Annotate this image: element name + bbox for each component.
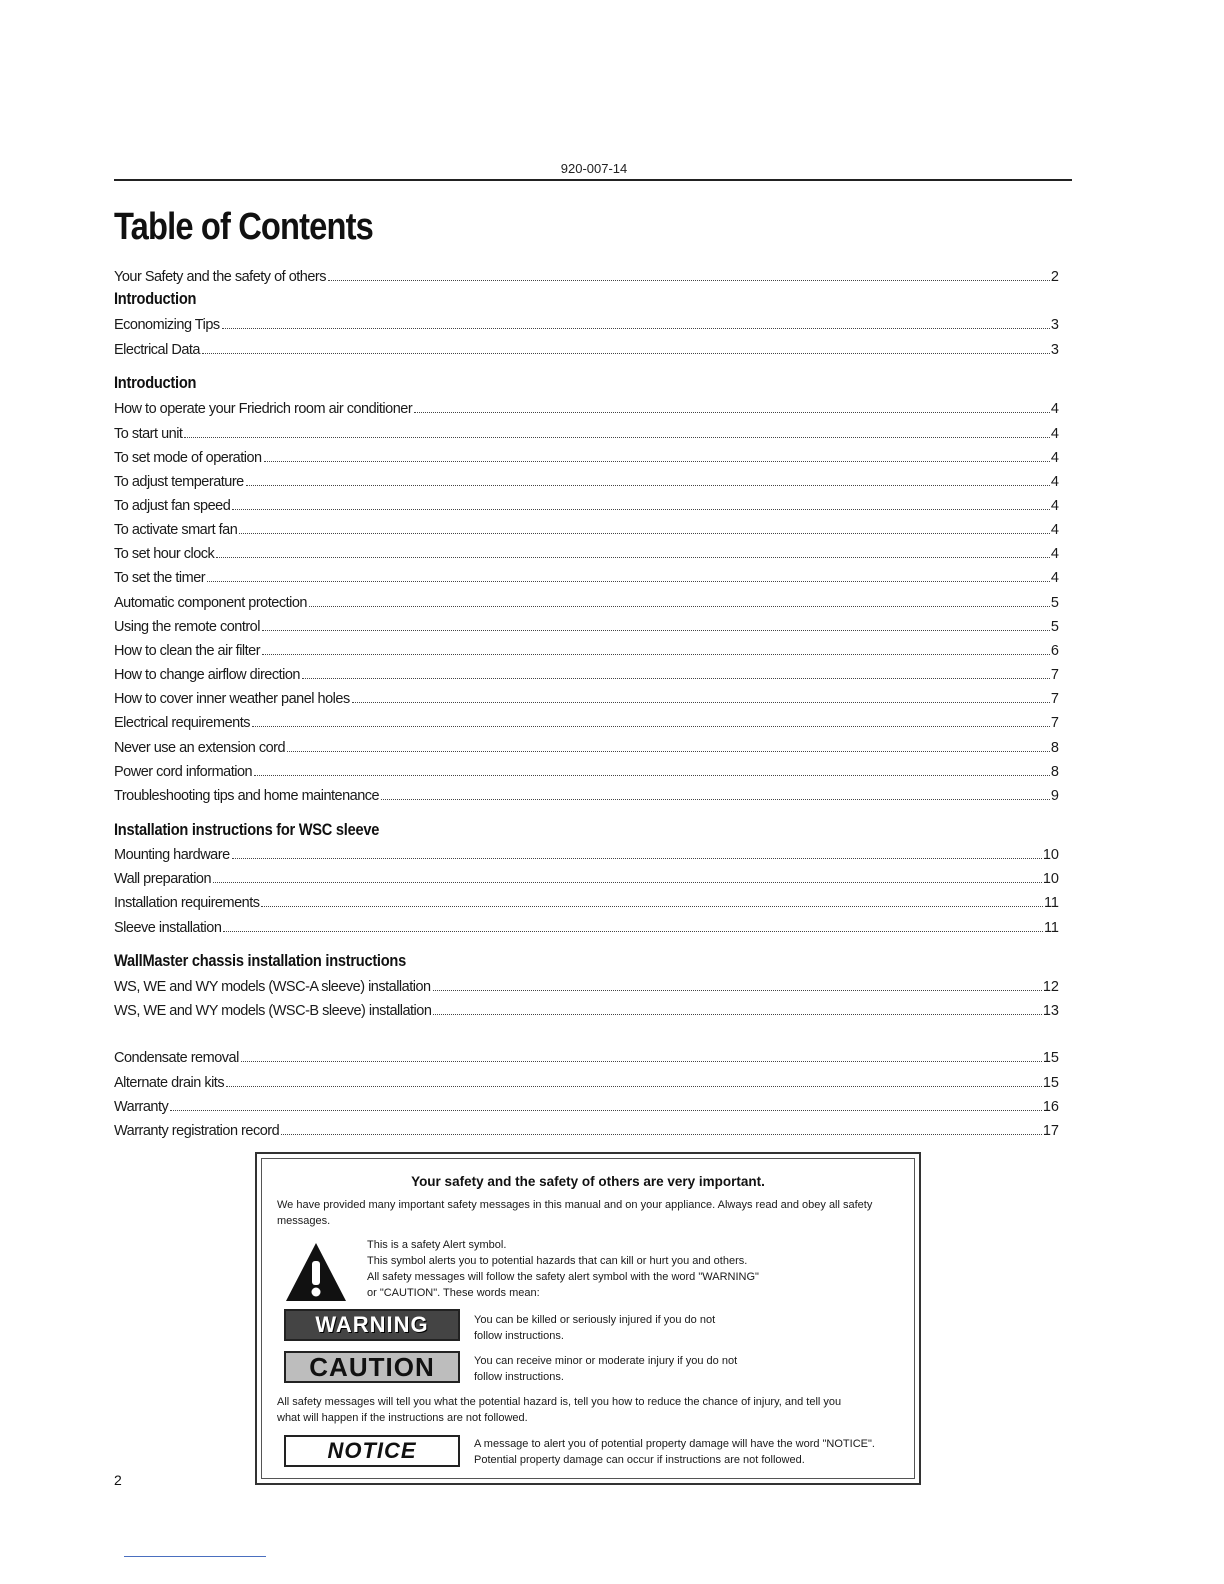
toc-entry-label: To adjust temperature <box>114 474 244 490</box>
toc-entry-label: Wall preparation <box>114 871 212 887</box>
alert-line: All safety messages will follow the safety alert symbol with the word "WARNING" <box>367 1271 759 1283</box>
caution-label: CAUTION <box>309 1351 435 1382</box>
toc-entry[interactable] <box>114 1095 1059 1115</box>
toc-entry[interactable] <box>114 784 1059 804</box>
alert-line: This symbol alerts you to potential hazards that can kill or hurt you and others. <box>367 1255 748 1267</box>
section-heading: Introduction <box>114 289 197 308</box>
dot-leader <box>433 1014 1041 1015</box>
footer-link-line <box>124 1556 266 1557</box>
alert-line: or "CAUTION". These words mean: <box>367 1287 540 1299</box>
toc-entry-page: 7 <box>1050 715 1059 731</box>
toc-entry[interactable] <box>114 687 1059 707</box>
doc-number: 920-007-14 <box>560 161 628 176</box>
toc-entry[interactable] <box>114 615 1059 635</box>
toc-entry[interactable] <box>114 313 1059 333</box>
dot-leader <box>264 461 1050 462</box>
toc-entry[interactable] <box>114 891 1059 911</box>
dot-leader <box>414 412 1050 413</box>
toc-entry[interactable] <box>114 518 1059 538</box>
section-heading: WallMaster chassis installation instructions <box>114 951 406 970</box>
toc-entry[interactable] <box>114 1071 1059 1091</box>
toc-entry-page: 7 <box>1050 691 1059 707</box>
dot-leader <box>254 775 1050 776</box>
dot-leader <box>232 509 1050 510</box>
toc-entry-page: 5 <box>1050 595 1059 611</box>
alert-line: This is a safety Alert symbol. <box>367 1239 507 1251</box>
header-rule <box>114 179 1072 181</box>
toc-entry[interactable] <box>114 999 1059 1019</box>
toc-entry-label: How to clean the air filter <box>114 643 261 659</box>
toc-entry-label: To set hour clock <box>114 546 215 562</box>
toc-entry[interactable] <box>114 422 1059 442</box>
toc-entry-label: Warranty registration record <box>114 1123 280 1139</box>
dot-leader <box>262 630 1050 631</box>
warning-badge <box>284 1309 460 1341</box>
toc-entry-label: Alternate drain kits <box>114 1075 225 1091</box>
summary-line: All safety messages will tell you what the potential hazard is, tell you how to reduce the chance of injury, and tell you <box>277 1396 842 1408</box>
toc-entry-page: 11 <box>1043 920 1059 936</box>
dot-leader <box>246 485 1050 486</box>
toc-entry-page: 4 <box>1050 450 1059 466</box>
notice-line: A message to alert you of potential property damage will have the word "NOTICE". <box>474 1438 875 1450</box>
toc-entry-page: 4 <box>1050 522 1059 538</box>
toc-entry-page: 12 <box>1042 979 1059 995</box>
dot-leader <box>281 1134 1042 1135</box>
toc-entry-label: To set the timer <box>114 570 206 586</box>
toc-entry-label: How to cover inner weather panel holes <box>114 691 350 707</box>
toc-entry-page: 16 <box>1042 1099 1059 1115</box>
warning-line: You can be killed or seriously injured if you do not <box>474 1314 716 1326</box>
safety-alert-icon <box>284 1241 348 1303</box>
toc-entry-label: Automatic component protection <box>114 595 307 611</box>
dot-leader <box>239 533 1050 534</box>
dot-leader <box>213 882 1042 883</box>
dot-leader <box>216 557 1050 558</box>
safety-box <box>255 1152 921 1485</box>
toc-entry-page: 4 <box>1050 426 1059 442</box>
toc-entry[interactable] <box>114 916 1059 936</box>
dot-leader <box>241 1061 1042 1062</box>
dot-leader <box>262 654 1050 655</box>
toc-entry-page: 8 <box>1050 740 1059 756</box>
toc-entry-label: How to change airflow direction <box>114 667 300 683</box>
toc-entry-page: 15 <box>1042 1050 1059 1066</box>
toc-entry[interactable] <box>114 1046 1059 1066</box>
caution-description <box>474 1353 884 1385</box>
toc-entry-page: 4 <box>1050 474 1059 490</box>
toc-entry-label: To start unit <box>114 426 183 442</box>
warning-line: follow instructions. <box>474 1330 564 1342</box>
toc-entry-page: 3 <box>1050 342 1059 358</box>
dot-leader <box>226 1086 1042 1087</box>
toc-entry[interactable] <box>114 265 1059 285</box>
toc-entry[interactable] <box>114 338 1059 358</box>
dot-leader <box>328 280 1050 281</box>
dot-leader <box>202 353 1050 354</box>
safety-box-title: Your safety and the safety of others are very important. <box>411 1174 765 1189</box>
toc-entry-page: 4 <box>1050 546 1059 562</box>
toc-entry[interactable] <box>114 843 1059 863</box>
toc-entry[interactable] <box>114 591 1059 611</box>
dot-leader <box>207 581 1050 582</box>
caution-badge <box>284 1351 460 1383</box>
notice-line: Potential property damage can occur if instructions are not followed. <box>474 1454 805 1466</box>
dot-leader <box>223 931 1043 932</box>
toc-entry-label: WS, WE and WY models (WSC-B sleeve) installation <box>114 1003 432 1019</box>
toc-entry[interactable] <box>114 397 1059 417</box>
safety-box-inner <box>261 1158 915 1479</box>
notice-label: NOTICE <box>327 1438 417 1463</box>
toc-entry[interactable] <box>114 663 1059 683</box>
toc-entry[interactable] <box>114 542 1059 562</box>
toc-entry[interactable] <box>114 470 1059 490</box>
caution-line: You can receive minor or moderate injury if you do not <box>474 1355 738 1367</box>
toc-entry-label: Your Safety and the safety of others <box>114 269 327 285</box>
dot-leader <box>309 606 1050 607</box>
dot-leader <box>287 751 1050 752</box>
caution-line: follow instructions. <box>474 1371 564 1383</box>
toc-entry[interactable] <box>114 736 1059 756</box>
warning-description <box>474 1312 884 1344</box>
dot-leader <box>252 726 1050 727</box>
notice-badge <box>284 1435 460 1467</box>
toc-entry-page: 4 <box>1050 401 1059 417</box>
section-heading: Introduction <box>114 373 197 392</box>
toc-entry-label: Mounting hardware <box>114 847 230 863</box>
dot-leader <box>232 858 1042 859</box>
warning-label: WARNING <box>315 1312 429 1337</box>
toc-entry-label: Troubleshooting tips and home maintenance <box>114 788 380 804</box>
dot-leader <box>184 437 1049 438</box>
page-title: Table of Contents <box>114 206 373 248</box>
dot-leader <box>261 906 1042 907</box>
toc-entry[interactable] <box>114 867 1059 887</box>
toc-entry-label: To set mode of operation <box>114 450 262 466</box>
toc-entry-page: 8 <box>1050 764 1059 780</box>
toc-entry-page: 17 <box>1042 1123 1059 1139</box>
toc-entry-label: Condensate removal <box>114 1050 239 1066</box>
toc-entry-page: 13 <box>1042 1003 1059 1019</box>
toc-entry-label: Electrical Data <box>114 342 200 358</box>
toc-entry-label: Economizing Tips <box>114 317 220 333</box>
toc-entry[interactable] <box>114 566 1059 586</box>
toc-entry-page: 9 <box>1050 788 1059 804</box>
toc-entry-page: 10 <box>1042 847 1059 863</box>
toc-entry-page: 4 <box>1050 498 1059 514</box>
dot-leader <box>302 678 1050 679</box>
toc-entry-label: Sleeve installation <box>114 920 222 936</box>
toc-entry-page: 2 <box>1050 269 1059 285</box>
toc-entry-page: 5 <box>1050 619 1059 635</box>
toc-entry-label: How to operate your Friedrich room air conditioner <box>114 401 413 417</box>
section-heading: Installation instructions for WSC sleeve <box>114 820 380 839</box>
toc-entry[interactable] <box>114 1119 1059 1139</box>
toc-entry-label: Never use an extension cord <box>114 740 286 756</box>
toc-entry-label: To adjust fan speed <box>114 498 231 514</box>
toc-entry-page: 4 <box>1050 570 1059 586</box>
toc-entry-label: Electrical requirements <box>114 715 250 731</box>
safety-intro-text: We have provided many important safety messages in this manual and on your appliance. Always read and obey all safety messages. <box>277 1199 873 1227</box>
toc-entry-page: 6 <box>1050 643 1059 659</box>
toc-entry-page: 7 <box>1050 667 1059 683</box>
toc-entry-label: Using the remote control <box>114 619 260 635</box>
toc-entry-page: 3 <box>1050 317 1059 333</box>
toc-entry-page: 10 <box>1042 871 1059 887</box>
toc-entry-label: To activate smart fan <box>114 522 238 538</box>
dot-leader <box>170 1110 1042 1111</box>
dot-leader <box>381 799 1050 800</box>
safety-summary <box>277 1394 907 1426</box>
toc-entry-page: 15 <box>1042 1075 1059 1091</box>
toc-entry[interactable] <box>114 760 1059 780</box>
toc-entry[interactable] <box>114 639 1059 659</box>
summary-line: what will happen if the instructions are not followed. <box>277 1412 528 1424</box>
toc-entry[interactable] <box>114 975 1059 995</box>
toc-entry[interactable] <box>114 494 1059 514</box>
dot-leader <box>222 328 1050 329</box>
toc-entry-label: Warranty <box>114 1099 169 1115</box>
dot-leader <box>352 702 1050 703</box>
toc-entry-label: Power cord information <box>114 764 253 780</box>
toc-entry[interactable] <box>114 711 1059 731</box>
page-number: 2 <box>114 1472 122 1488</box>
toc-entry[interactable] <box>114 446 1059 466</box>
dot-leader <box>433 990 1042 991</box>
toc-entry-page: 11 <box>1043 895 1059 911</box>
toc-entry-label: Installation requirements <box>114 895 260 911</box>
notice-description <box>474 1436 914 1468</box>
alert-symbol-text <box>367 1237 887 1301</box>
toc-entry-label: WS, WE and WY models (WSC-A sleeve) installation <box>114 979 431 995</box>
